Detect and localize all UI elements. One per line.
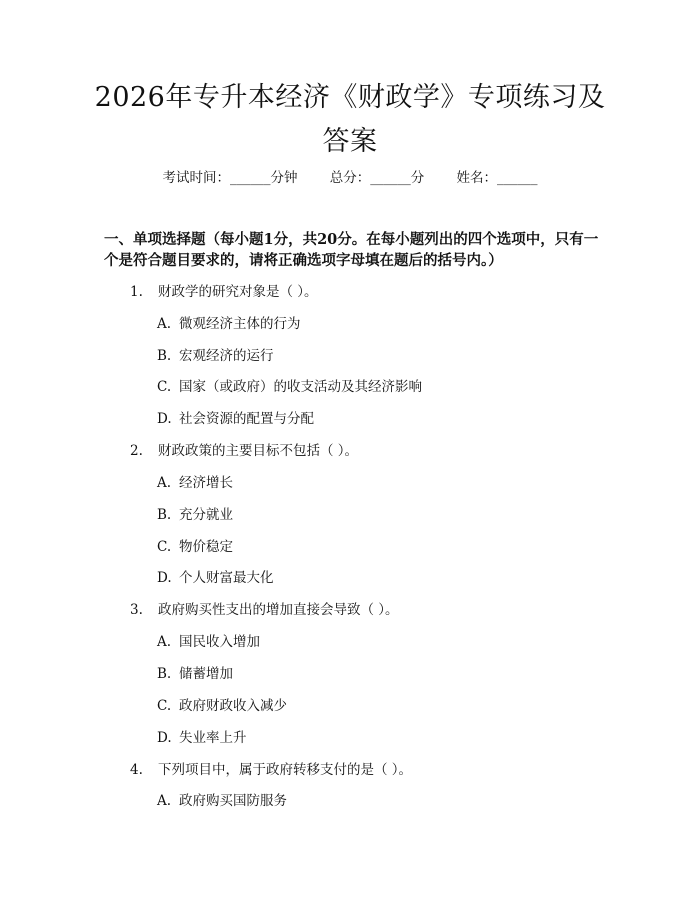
option-letter: A. (157, 634, 172, 650)
option-text: 物价稳定 (179, 539, 233, 555)
student-name-field: 姓名：______ (456, 170, 538, 186)
option-text: 社会资源的配置与分配 (179, 411, 314, 427)
question-2-option-b (157, 506, 233, 524)
question-3-option-c (157, 697, 287, 715)
question-2-option-d (157, 569, 274, 587)
question-3 (130, 601, 399, 619)
question-1-option-a (157, 315, 301, 333)
option-text: 个人财富最大化 (179, 570, 274, 586)
question-2-option-c (157, 538, 233, 556)
option-text: 失业率上升 (179, 730, 247, 746)
option-letter: B. (157, 348, 172, 364)
question-4 (130, 761, 412, 779)
question-number: 4. (130, 762, 143, 778)
question-3-option-b (157, 665, 233, 683)
question-2-option-a (157, 474, 233, 492)
document-title: 2026年专升本经济《财政学》专项练习及答案 (94, 82, 606, 157)
question-4-option-a (157, 792, 287, 810)
exam-info-line (0, 169, 700, 187)
question-number: 1. (130, 284, 143, 300)
question-text: 财政政策的主要目标不包括（ ）。 (158, 443, 359, 459)
question-1-option-b (157, 347, 274, 365)
option-text: 政府财政收入减少 (179, 698, 287, 714)
question-3-option-d (157, 729, 247, 747)
option-letter: A. (157, 793, 172, 809)
question-text: 财政学的研究对象是（ ）。 (158, 284, 318, 300)
exam-time-field: 考试时间：______分钟 (162, 170, 298, 186)
question-1-option-d (157, 410, 314, 428)
option-letter: B. (157, 507, 172, 523)
question-number: 2. (130, 443, 143, 459)
option-letter: C. (157, 698, 172, 714)
option-text: 国民收入增加 (179, 634, 260, 650)
option-letter: B. (157, 666, 172, 682)
option-letter: A. (157, 316, 172, 332)
option-text: 宏观经济的运行 (179, 348, 274, 364)
question-text: 下列项目中，属于政府转移支付的是（ ）。 (158, 762, 413, 778)
option-text: 政府购买国防服务 (179, 793, 287, 809)
question-3-option-a (157, 633, 260, 651)
question-1-option-c (157, 378, 422, 396)
option-text: 储蓄增加 (179, 666, 233, 682)
option-letter: C. (157, 539, 172, 555)
question-text: 政府购买性支出的增加直接会导致（ ）。 (158, 602, 399, 618)
total-score-field: 总分：______分 (329, 170, 425, 186)
question-1 (130, 283, 318, 301)
question-2 (130, 442, 358, 460)
option-letter: A. (157, 475, 172, 491)
option-letter: D. (157, 730, 172, 746)
option-text: 微观经济主体的行为 (179, 316, 301, 332)
option-letter: D. (157, 570, 172, 586)
option-letter: C. (157, 379, 172, 395)
option-letter: D. (157, 411, 172, 427)
question-number: 3. (130, 602, 143, 618)
option-text: 经济增长 (179, 475, 233, 491)
option-text: 充分就业 (179, 507, 233, 523)
section-heading: 一、单项选择题（每小题1分，共20分。在每小题列出的四个选项中，只有一个是符合题目要求的，请将正确选项字母填在题后的括号内。） (104, 231, 599, 269)
option-text: 国家（或政府）的收支活动及其经济影响 (179, 379, 422, 395)
